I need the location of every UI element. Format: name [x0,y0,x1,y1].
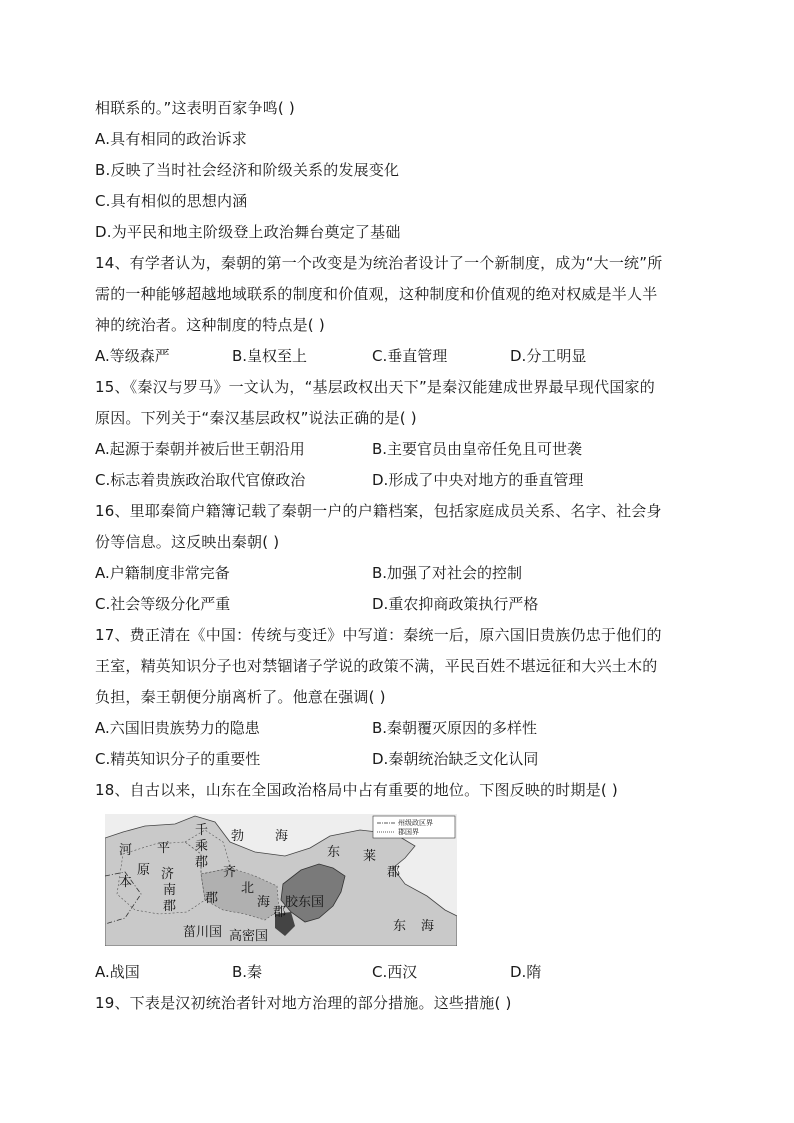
map-label-qian: 千 [195,823,209,838]
map-label-dong: 东 [327,845,341,860]
q13-stem-tail: 相联系的。”这表明百家争鸣( ) [95,99,295,117]
map-label-yuan: 原 [137,863,151,878]
map-label-hai2: 海 [275,829,289,844]
q18-option-d[interactable]: D.隋 [510,963,542,981]
map-label-jun3: 郡 [205,891,219,906]
q18-option-a[interactable]: A.战国 [95,963,140,981]
q16-option-c[interactable]: C.社会等级分化严重 [95,595,231,613]
map-label-zichuan: 菑川国 [183,925,223,940]
map-label-ji: 济 [161,867,175,882]
map-label-jun4: 郡 [273,905,287,920]
legend-label-commandery: 郡国界 [398,828,419,836]
map-label-jiaodong: 胶东国 [285,895,325,910]
q16-option-d[interactable]: D.重农抑商政策执行严格 [372,595,539,613]
map-label-jun5: 郡 [387,865,401,880]
map-label-ben: 本 [119,875,133,890]
q14-stem-line-3: 神的统治者。这种制度的特点是( ) [95,316,325,334]
q17-stem-line-3: 负担，秦王朝便分崩离析了。他意在强调( ) [95,688,386,706]
map-label-he: 河 [119,843,133,858]
q17-option-d[interactable]: D.秦朝统治缺乏文化认同 [372,750,539,768]
map-label-bei: 北 [241,881,255,896]
q17-stem-line-2: 王室，精英知识分子也对禁锢诸子学说的政策不满，平民百姓不堪远征和大兴土木的 [95,657,658,675]
q16-option-b[interactable]: B.加强了对社会的控制 [372,564,523,582]
map-label-nan: 南 [163,883,177,898]
q14-option-c[interactable]: C.垂直管理 [372,347,448,365]
q15-option-a[interactable]: A.起源于秦朝并被后世王朝沿用 [95,440,305,458]
map-label-bo: 勃 [231,829,245,844]
q16-stem-line-2: 份等信息。这反映出秦朝( ) [95,533,280,551]
map-svg [105,814,457,946]
q14-stem-line-2: 需的一种能够超越地域联系的制度和价值观，这种制度和价值观的绝对权威是半人半 [95,285,658,303]
q16-stem-line-1: 16、里耶秦简户籍簿记载了秦朝一户的户籍档案，包括家庭成员关系、名字、社会身 [95,502,662,520]
q17-option-c[interactable]: C.精英知识分子的重要性 [95,750,261,768]
q15-option-c[interactable]: C.标志着贵族政治取代官僚政治 [95,471,306,489]
q14-stem-line-1: 14、有学者认为，秦朝的第一个改变是为统治者设计了一个新制度，成为“大一统”所 [95,254,663,272]
q13-option-b[interactable]: B.反映了当时社会经济和阶级关系的发展变化 [95,161,400,179]
q16-option-a[interactable]: A.户籍制度非常完备 [95,564,230,582]
q15-option-b[interactable]: B.主要官员由皇帝任免且可世袭 [372,440,583,458]
map-label-lai: 莱 [363,849,377,864]
q18-option-b[interactable]: B.秦 [232,963,263,981]
map-label-hai: 海 [257,895,271,910]
q15-option-d[interactable]: D.形成了中央对地方的垂直管理 [372,471,584,489]
map-label-jun2: 郡 [195,855,209,870]
q18-option-c[interactable]: C.西汉 [372,963,418,981]
q13-option-a[interactable]: A.具有相同的政治诉求 [95,130,247,148]
shandong-map [105,814,457,946]
q14-option-a[interactable]: A.等级森严 [95,347,170,365]
q17-stem-line-1: 17、费正清在《中国：传统与变迁》中写道：秦统一后，原六国旧贵族仍忠于他们的 [95,626,662,644]
q17-option-b[interactable]: B.秦朝覆灭原因的多样性 [372,719,538,737]
q13-option-d[interactable]: D.为平民和地主阶级登上政治舞台奠定了基础 [95,223,401,241]
map-label-cheng: 乘 [195,839,209,854]
map-label-jun1: 郡 [163,899,177,914]
q19-stem: 19、下表是汉初统治者针对地方治理的部分措施。这些措施( ) [95,994,512,1012]
q13-option-c[interactable]: C.具有相似的思想内涵 [95,192,248,210]
q17-option-a[interactable]: A.六国旧贵族势力的隐患 [95,719,260,737]
map-label-hai3: 海 [421,919,435,934]
q15-stem-line-2: 原因。下列关于“秦汉基层政权”说法正确的是( ) [95,409,417,427]
map-label-gaomi: 高密国 [229,929,269,944]
q14-option-b[interactable]: B.皇权至上 [232,347,308,365]
map-label-ping: 平 [157,841,171,856]
legend-label-state: 州级政区界 [398,819,433,827]
map-label-qi: 齐 [223,865,237,880]
q15-stem-line-1: 15、《秦汉与罗马》一文认为，“基层政权出天下”是秦汉能建成世界最早现代国家的 [95,378,655,396]
q14-option-d[interactable]: D.分工明显 [510,347,587,365]
q18-stem: 18、自古以来，山东在全国政治格局中占有重要的地位。下图反映的时期是( ) [95,781,618,799]
map-label-dong2: 东 [393,919,407,934]
